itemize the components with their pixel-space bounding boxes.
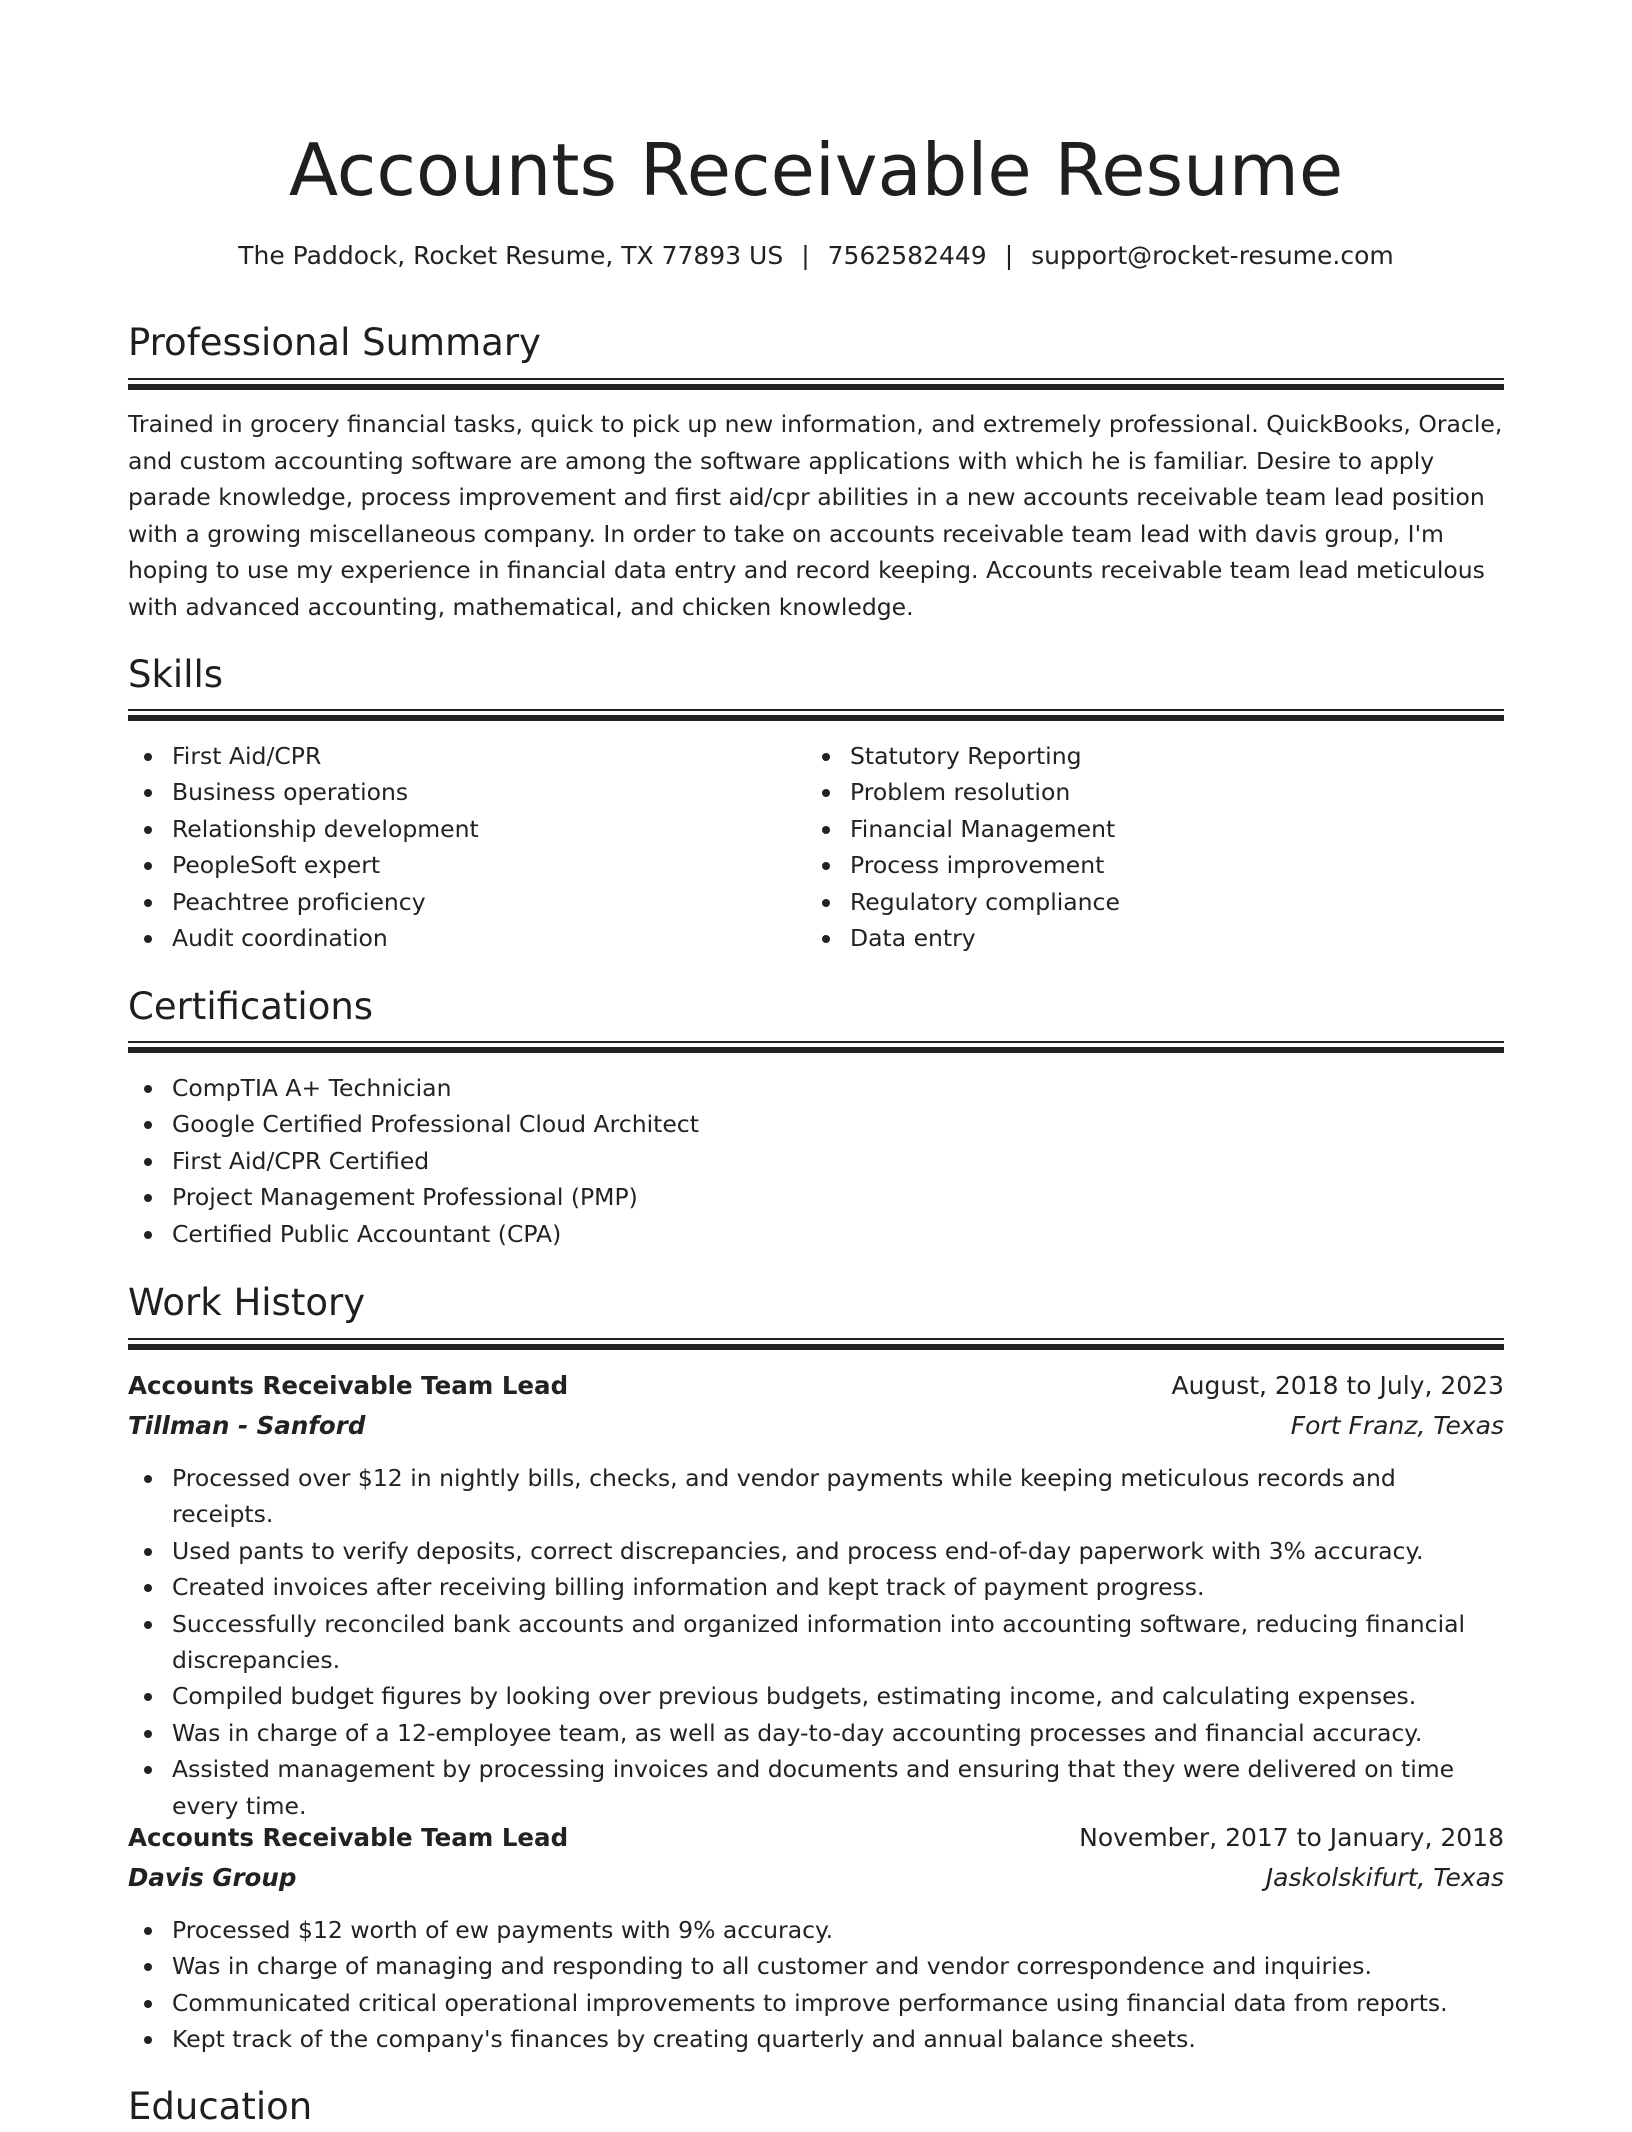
list-item: Regulatory compliance (806, 884, 1486, 920)
list-item: Processed over $12 in nightly bills, checks, and vendor payments while keeping meticulous records and receipts. (128, 1460, 1504, 1533)
list-item: Process improvement (806, 847, 1486, 883)
job-dates: November, 2017 to January, 2018 (1079, 1823, 1504, 1852)
section-heading-skills (128, 650, 1504, 700)
list-item: Audit coordination (128, 920, 808, 956)
contact-email: support@rocket-resume.com (1031, 241, 1394, 270)
contact-phone: 7562582449 (827, 241, 987, 270)
summary-text: Trained in grocery financial tasks, quick to pick up new information, and extremely professional. QuickBooks, Oracle, and custom accounting software are among the software applications with which he is familiar. Desire to apply parade knowledge, process improvement and first aid/cpr abilities in a new accounts receivable team lead position with a growing miscellaneous company. In order to take on accounts receivable team lead with davis group, I'm hoping to use my experience in financial data entry and record keeping. Accounts receivable team lead meticulous with advanced accounting, mathematical, and chicken knowledge. (128, 410, 1503, 621)
list-item: Google Certified Professional Cloud Architect (128, 1106, 1504, 1142)
skills-column-left (128, 738, 808, 956)
list-item: Statutory Reporting (806, 738, 1486, 774)
certifications-heading: Certifications (128, 985, 374, 1028)
job-bullets (128, 1460, 1504, 1824)
list-item: CompTIA A+ Technician (128, 1070, 1504, 1106)
list-item: First Aid/CPR Certified (128, 1143, 1504, 1179)
section-rule (128, 1338, 1504, 1340)
job-company: Tillman - Sanford (128, 1411, 366, 1440)
resume-title: Accounts Receivable Resume (288, 128, 1344, 212)
section-rule (128, 384, 1504, 390)
job-location: Jaskolskifurt, Texas (1265, 1863, 1504, 1892)
job-company: Davis Group (128, 1863, 297, 1892)
contact-line (128, 236, 1504, 276)
skills-column-right (806, 738, 1486, 956)
section-rule (128, 1344, 1504, 1350)
list-item: Created invoices after receiving billing information and kept track of payment progress. (128, 1569, 1504, 1605)
section-heading-certifications (128, 982, 1504, 1032)
education-heading: Education (128, 2085, 313, 2128)
job-location: Fort Franz, Texas (1290, 1411, 1504, 1440)
list-item: Was in charge of a 12-employee team, as well as day-to-day accounting processes and financial accuracy. (128, 1715, 1504, 1751)
section-heading-work (128, 1278, 1504, 1328)
summary-heading: Professional Summary (128, 321, 541, 364)
list-item: Data entry (806, 920, 1486, 956)
contact-address: The Paddock, Rocket Resume, TX 77893 US (238, 241, 784, 270)
list-item: Used pants to verify deposits, correct discrepancies, and process end-of-day paperwork with 3% accuracy. (128, 1533, 1504, 1569)
skills-heading: Skills (128, 653, 224, 696)
section-rule (128, 378, 1504, 380)
list-item: Project Management Professional (PMP) (128, 1179, 1504, 1215)
section-rule (128, 715, 1504, 721)
list-item: Kept track of the company's finances by creating quarterly and annual balance sheets. (128, 2021, 1504, 2057)
list-item: Financial Management (806, 811, 1486, 847)
section-rule (128, 1041, 1504, 1043)
list-item: Was in charge of managing and responding to all customer and vendor correspondence and inquiries. (128, 1948, 1504, 1984)
job-dates: August, 2018 to July, 2023 (1171, 1371, 1504, 1400)
list-item: Relationship development (128, 811, 808, 847)
section-rule (128, 1047, 1504, 1053)
list-item: Compiled budget figures by looking over previous budgets, estimating income, and calculating expenses. (128, 1678, 1504, 1714)
list-item: Successfully reconciled bank accounts and organized information into accounting software, reducing financial discrepancies. (128, 1606, 1504, 1679)
list-item: Assisted management by processing invoices and documents and ensuring that they were delivered on time every time. (128, 1751, 1504, 1824)
certifications-list-wrap (128, 1070, 1504, 1252)
section-heading-education (128, 2082, 1504, 2132)
contact-separator: | (1004, 241, 1014, 270)
section-rule (128, 709, 1504, 711)
list-item: Peachtree proficiency (128, 884, 808, 920)
list-item: Processed $12 worth of ew payments with 9% accuracy. (128, 1912, 1504, 1948)
job-bullets (128, 1912, 1504, 2058)
list-item: Problem resolution (806, 774, 1486, 810)
job-title: Accounts Receivable Team Lead (128, 1371, 569, 1400)
contact-separator: | (801, 241, 810, 270)
section-heading-summary (128, 318, 1504, 368)
list-item: Business operations (128, 774, 808, 810)
work-heading: Work History (128, 1281, 366, 1324)
list-item: PeopleSoft expert (128, 847, 808, 883)
list-item: First Aid/CPR (128, 738, 808, 774)
list-item: Certified Public Accountant (CPA) (128, 1216, 1504, 1252)
list-item: Communicated critical operational improvements to improve performance using financial data from reports. (128, 1985, 1504, 2021)
job-title: Accounts Receivable Team Lead (128, 1823, 569, 1852)
